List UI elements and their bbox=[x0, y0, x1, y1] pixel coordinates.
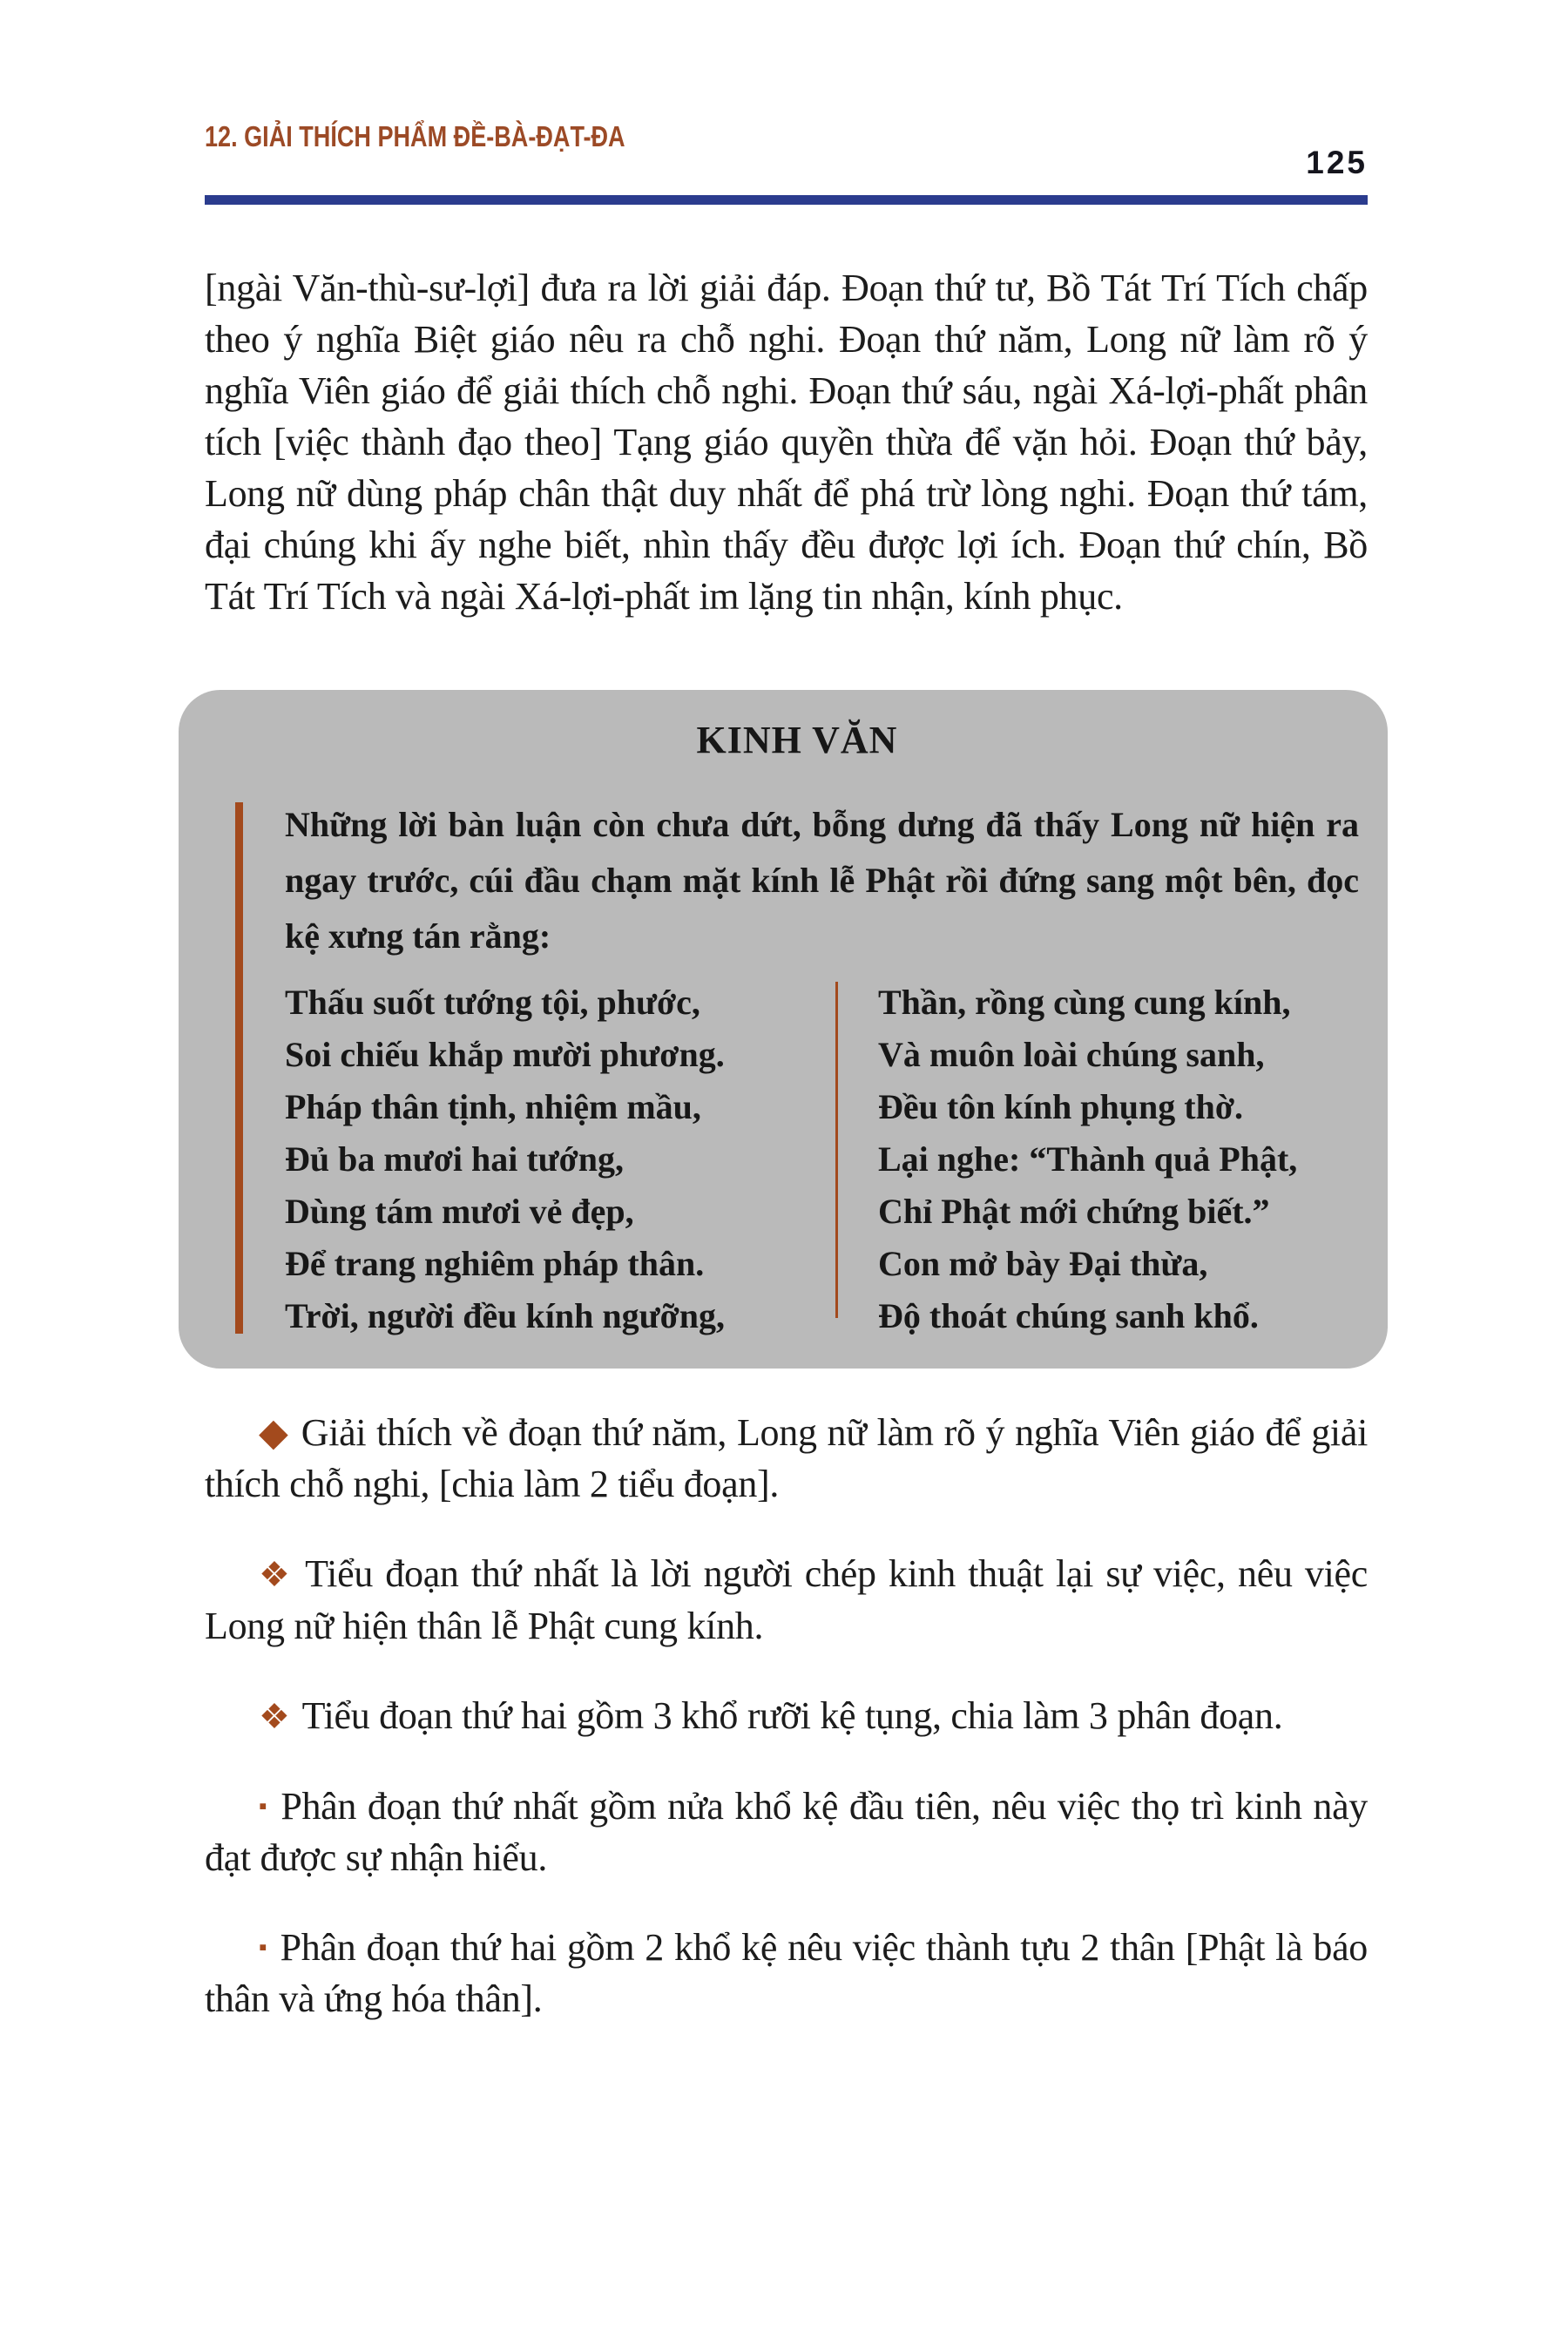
verse-columns bbox=[285, 977, 1359, 1342]
section-paragraph bbox=[205, 1407, 1368, 1510]
running-head bbox=[205, 0, 1368, 181]
verse-line: Soi chiếu khắp mười phương. bbox=[285, 1035, 725, 1074]
quad-diamond-bullet-icon: ❖ bbox=[259, 1697, 290, 1736]
verse-line: Đều tôn kính phụng thờ. bbox=[878, 1087, 1244, 1126]
verse-column-right bbox=[838, 977, 1297, 1342]
verse-line: Con mở bày Đại thừa, bbox=[878, 1244, 1208, 1283]
kinh-van-box bbox=[179, 690, 1388, 1369]
verse-column-left bbox=[285, 977, 835, 1342]
section-paragraph bbox=[205, 1548, 1368, 1652]
diamond-bullet-icon: ◆ bbox=[259, 1411, 289, 1454]
kinh-van-title: KINH VĂN bbox=[696, 719, 898, 761]
section-paragraph bbox=[205, 1922, 1368, 2024]
verse-line: Trời, người đều kính ngưỡng, bbox=[285, 1296, 725, 1335]
section-text: Tiểu đoạn thứ nhất là lời người chép kinh thuật lại sự việc, nêu việc Long nữ hiện thân lễ Phật cung kính. bbox=[205, 1552, 1369, 1647]
verse-line: Thần, rồng cùng cung kính, bbox=[878, 983, 1291, 1022]
square-bullet-icon: ▪ bbox=[259, 1934, 268, 1960]
square-bullet-icon: ▪ bbox=[259, 1793, 269, 1819]
verse-line: Dùng tám mươi vẻ đẹp, bbox=[285, 1192, 634, 1231]
intro-paragraph: [ngài Văn-thù-sư-lợi] đưa ra lời giải đáp. Đoạn thứ tư, Bồ Tát Trí Tích chấp theo ý nghĩa Biệt giáo nêu ra chỗ nghi. Đoạn thứ năm, Long nữ làm rõ ý nghĩa Viên giáo để giải thích chỗ nghi. Đoạn thứ sáu, ngài Xá-lợi-phất phân tích [việc thành đạo theo] Tạng giáo quyền thừa để vặn hỏi. Đoạn thứ bảy, Long nữ dùng pháp chân thật duy nhất để phá trừ lòng nghi. Đoạn thứ tám, đại chúng khi ấy nghe biết, nhìn thấy đều được lợi ích. Đoạn thứ chín, Bồ Tát Trí Tích và ngài Xá-lợi-phất im lặng tin nhận, kính phục. bbox=[205, 267, 1368, 618]
chapter-title: 12. GIẢI THÍCH PHẨM ĐỀ-BÀ-ĐẠT-ĐA bbox=[205, 120, 625, 152]
verse-line: Và muôn loài chúng sanh, bbox=[878, 1035, 1265, 1074]
verse-line: Chỉ Phật mới chứng biết.” bbox=[878, 1192, 1270, 1231]
text-column bbox=[205, 0, 1368, 2024]
verse-line: Độ thoát chúng sanh khổ. bbox=[878, 1296, 1259, 1335]
section-text: Phân đoạn thứ nhất gồm nửa khổ kệ đầu tiên, nêu việc thọ trì kinh này đạt được sự nhận hiểu. bbox=[205, 1785, 1368, 1879]
section-paragraph bbox=[205, 1690, 1368, 1742]
sutra-intro: Những lời bàn luận còn chưa dứt, bỗng dưng đã thấy Long nữ hiện ra ngay trước, cúi đầu chạm mặt kính lễ Phật rồi đứng sang một bên, đọc kệ xưng tán rằng: bbox=[285, 805, 1359, 956]
section-text: Tiểu đoạn thứ hai gồm 3 khổ rưỡi kệ tụng, chia làm 3 phân đoạn. bbox=[301, 1694, 1283, 1737]
verse-line: Lại nghe: “Thành quả Phật, bbox=[878, 1139, 1298, 1179]
quote-left-bar bbox=[235, 802, 243, 1334]
verse-line: Pháp thân tịnh, nhiệm mầu, bbox=[285, 1087, 701, 1126]
sutra-quote bbox=[235, 797, 1359, 1342]
section-text: Giải thích về đoạn thứ năm, Long nữ làm rõ ý nghĩa Viên giáo để giải thích chỗ nghi, [chia làm 2 tiểu đoạn]. bbox=[205, 1411, 1368, 1505]
verse-line: Để trang nghiêm pháp thân. bbox=[285, 1244, 705, 1283]
section-paragraph bbox=[205, 1781, 1368, 1883]
quad-diamond-bullet-icon: ❖ bbox=[259, 1555, 294, 1594]
verse-line: Thấu suốt tướng tội, phước, bbox=[285, 983, 700, 1022]
page-number: 125 bbox=[1306, 145, 1368, 180]
header-rule bbox=[205, 195, 1368, 205]
section-text: Phân đoạn thứ hai gồm 2 khổ kệ nêu việc thành tựu 2 thân [Phật là báo thân và ứng hóa thân]. bbox=[205, 1926, 1368, 2020]
verse-line: Đủ ba mươi hai tướng, bbox=[285, 1139, 625, 1179]
